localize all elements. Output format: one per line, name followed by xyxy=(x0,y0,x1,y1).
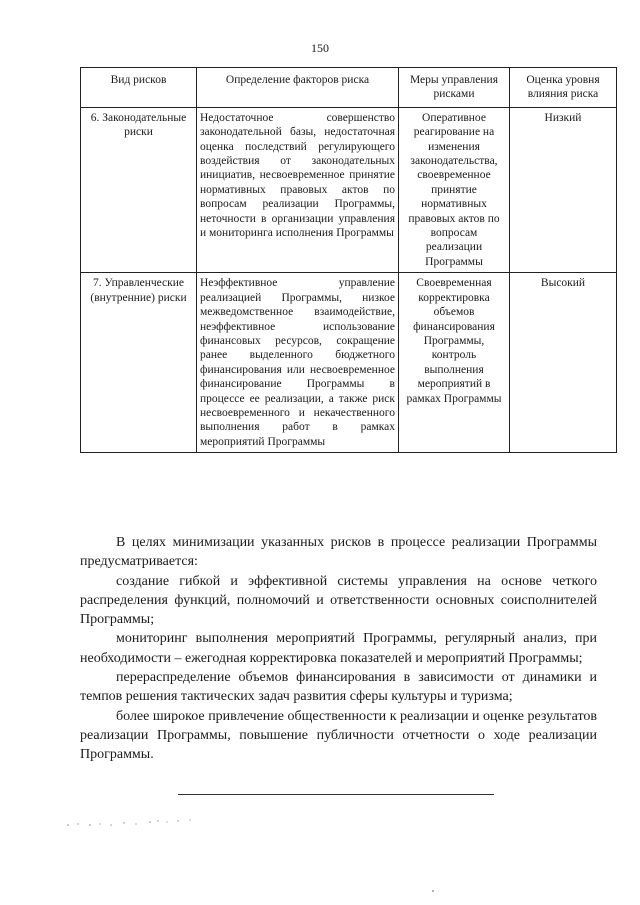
cell-risk-type: 7. Управленческие (внутренние) риски xyxy=(81,273,197,453)
cell-risk-measures: Своевременная корректировка объемов финансирования Программы, контроль выполнения мероприятий в рамках Программы xyxy=(399,273,510,453)
cell-risk-factors: Недостаточное совершенство законодательной базы, недостаточная оценка последствий регулирующего воздействия от законодательных инициатив, несвоевременное принятие нормативных правовых актов по вопросам реализации Программы, неточности в организации управления и мониторинга исполнения Программы xyxy=(197,107,399,272)
risk-table xyxy=(80,67,617,453)
header-risk-type: Вид рисков xyxy=(81,68,197,108)
paragraph: перераспределение объемов финансирования в зависимости от динамики и темпов решения тактических задач развития сферы культуры и туризма; xyxy=(80,670,597,705)
paragraph: создание гибкой и эффективной системы управления на основе четкого распределения функций, полномочий и ответственности основных соисполнителей Программы; xyxy=(80,573,597,628)
body-text xyxy=(80,533,597,765)
scan-artifact xyxy=(66,818,196,828)
page-number: 150 xyxy=(311,41,329,55)
cell-risk-level: Высокий xyxy=(510,273,617,453)
paragraph: мониторинг выполнения мероприятий Программы, регулярный анализ, при необходимости – ежегодная корректировка показателей и мероприятий Программы; xyxy=(80,631,597,666)
header-risk-measures: Меры управления рисками xyxy=(399,68,510,108)
table-header-row xyxy=(81,68,617,108)
end-rule xyxy=(178,794,494,795)
header-risk-level: Оценка уровня влияния риска xyxy=(510,68,617,108)
table-row xyxy=(81,107,617,272)
table-row xyxy=(81,273,617,453)
paragraph: В целях минимизации указанных рисков в процессе реализации Программы предусматривается: xyxy=(80,535,597,570)
cell-risk-type: 6. Законодательные риски xyxy=(81,107,197,272)
paragraph: более широкое привлечение общественности к реализации и оценке результатов реализации Программы, повышение публичности отчетности о ходе реализации Программы. xyxy=(80,708,597,763)
header-risk-factors: Определение факторов риска xyxy=(197,68,399,108)
scan-dot xyxy=(432,890,434,892)
cell-risk-measures: Оперативное реагирование на изменения законодательства, своевременное принятие нормативных правовых актов по вопросам реализации Программы xyxy=(399,107,510,272)
cell-risk-level: Низкий xyxy=(510,107,617,272)
cell-risk-factors: Неэффективное управление реализацией Программы, низкое межведомственное взаимодействие, неэффективное использование финансовых ресурсов, сокращение ранее выделенного бюджетного финансирования или несвоевременное финансирование Программы в процессе ее реализации, а также риск несвоевременного и некачественного выполнения работ в рамках мероприятий Программы xyxy=(197,273,399,453)
